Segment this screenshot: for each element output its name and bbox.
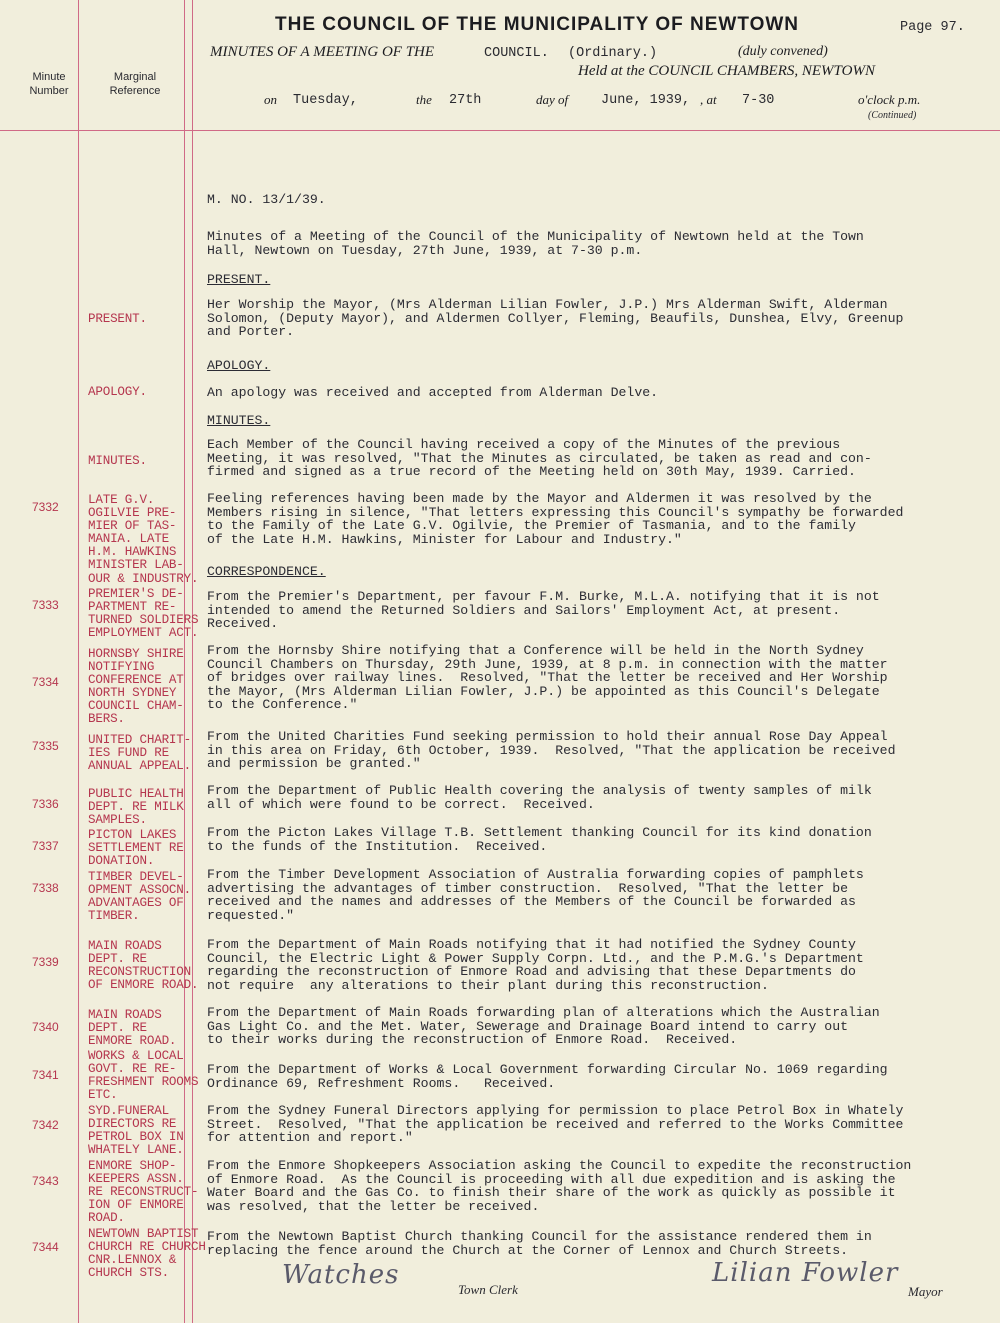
margin-7338: TIMBER DEVEL- OPMENT ASSOCN. ADVANTAGES OF TIMBER.: [88, 870, 192, 924]
mayor-signature: Lilian Fowler: [712, 1258, 899, 1288]
margin-minutes: MINUTES.: [88, 454, 147, 468]
margin-7341: WORKS & LOCAL GOVT. RE RE- FRESHMENT ROOMS ETC.: [88, 1049, 199, 1103]
minute-number-7340: 7340: [32, 1020, 59, 1034]
minute-number-header: Minute Number: [29, 71, 69, 97]
minute-7340-paragraph: From the Department of Main Roads forwarding plan of alterations which the Australian Gas Light Co. and the Met. Water, Sewerage and Drainage Board intend to carry out to their works during the reconstruction of Enmore Road. Received.: [207, 1005, 880, 1048]
minute-number-7338: 7338: [32, 881, 59, 895]
margin-7342: SYD.FUNERAL DIRECTORS RE PETROL BOX IN WHATELY LANE.: [88, 1104, 184, 1158]
minute-number-7332: 7332: [32, 500, 59, 514]
minute-7344-paragraph: From the Newtown Baptist Church thanking Council for the assistance rendered them in replacing the fence around the Church at the Corner of Lennox and Church Streets.: [207, 1229, 872, 1258]
marginal-reference-column-rule-inner: [192, 0, 193, 1323]
continued-label: (Continued): [868, 110, 917, 121]
minute-7342-paragraph: From the Sydney Funeral Directors applying for permission to place Petrol Box in Whately Street. Resolved, "That the application be received and referred to the Works Committee for attention and report.": [207, 1103, 904, 1146]
margin-7339: MAIN ROADS DEPT. RE RECONSTRUCTION OF ENMORE ROAD.: [88, 939, 199, 993]
minute-7343-paragraph: From the Enmore Shopkeepers Association asking the Council to expedite the reconstruction of Enmore Road. As the Council is proceeding with all due expedition and is asking the Water Board and the Gas Co. to finish their share of the work as quickly as possible it was resolved, that the letter be received.: [207, 1158, 912, 1214]
minute-number-column-rule: [78, 0, 79, 1323]
header-rule: [0, 130, 1000, 131]
town-clerk-label: Town Clerk: [458, 1282, 518, 1297]
apology-paragraph: An apology was received and accepted from Alderman Delve.: [207, 385, 659, 400]
minutes-heading: MINUTES.: [207, 413, 271, 428]
meeting-reference-number: M. NO. 13/1/39.: [207, 192, 326, 207]
on-label: on: [264, 92, 277, 107]
present-paragraph: Her Worship the Mayor, (Mrs Alderman Lilian Fowler, J.P.) Mrs Alderman Swift, Alderman Solomon, (Deputy Mayor), and Aldermen Collyer, Fleming, Beaufils, Dunshea, Elvy, Greenup and Porter.: [207, 297, 904, 340]
intro-paragraph: Minutes of a Meeting of the Council of the Municipality of Newtown held at the Town Hall, Newtown on Tuesday, 27th June, 1939, at 7-30 p.m.: [207, 229, 864, 258]
marginal-reference-column-rule-outer: [184, 0, 185, 1323]
held-at-label: Held at the COUNCIL CHAMBERS, NEWTOWN: [578, 63, 875, 79]
apology-heading: APOLOGY.: [207, 358, 271, 373]
meeting-type: (Ordinary.): [568, 46, 658, 61]
minute-7334-paragraph: From the Hornsby Shire notifying that a Conference will be held in the North Sydney Council Chambers on Thursday, 29th June, 1939, at 8 p.m. in connection with the matter of bridges over railway lines. Resolved, "That the letter be received and Her Worship the Mayor, (Mrs Alderman Lilian Fowler, J.P.) be appointed as this Council's Delegate to the Conference.": [207, 643, 888, 713]
oclock-label: o'clock p.m.: [858, 92, 921, 107]
meeting-day: 27th: [449, 93, 482, 108]
minute-number-7335: 7335: [32, 739, 59, 753]
minute-7336-paragraph: From the Department of Public Health covering the analysis of twenty samples of milk all of which were found to be correct. Received.: [207, 783, 872, 812]
council-title: THE COUNCIL OF THE MUNICIPALITY OF NEWTOWN: [275, 14, 800, 35]
minutes-of-meeting-label: MINUTES OF A MEETING OF THE: [210, 44, 435, 60]
minute-number-7337: 7337: [32, 839, 59, 853]
margin-7344: NEWTOWN BAPTIST CHURCH RE CHURCH CNR.LENNOX & CHURCH STS.: [88, 1227, 206, 1281]
minute-number-7344: 7344: [32, 1240, 59, 1254]
minute-7333-paragraph: From the Premier's Department, per favour F.M. Burke, M.L.A. notifying that it is not intended to amend the Returned Soldiers and Sailors' Employment Act, at present. Received.: [207, 589, 880, 632]
minute-number-7342: 7342: [32, 1118, 59, 1132]
minute-7337-paragraph: From the Picton Lakes Village T.B. Settlement thanking Council for its kind donation to the funds of the Institution. Received.: [207, 825, 872, 854]
meeting-body: COUNCIL.: [484, 46, 549, 61]
margin-7343: ENMORE SHOP- KEEPERS ASSN. RE RECONSTRUCT- ION OF ENMORE ROAD.: [88, 1159, 199, 1226]
marginal-reference-header: Marginal Reference: [109, 71, 161, 97]
minute-number-7334: 7334: [32, 675, 59, 689]
margin-7336: PUBLIC HEALTH DEPT. RE MILK SAMPLES.: [88, 787, 184, 828]
minute-7341-paragraph: From the Department of Works & Local Government forwarding Circular No. 1069 regarding Ordinance 69, Refreshment Rooms. Received.: [207, 1062, 888, 1091]
minute-7338-paragraph: From the Timber Development Association of Australia forwarding copies of pamphlets advertising the advantages of timber construction. Resolved, "That the letter be received and the names and addresses of the Members of the Council be forwarded as requested.": [207, 867, 864, 923]
margin-apology: APOLOGY.: [88, 385, 147, 399]
margin-7335: UNITED CHARIT- IES FUND RE ANNUAL APPEAL.: [88, 733, 192, 774]
meeting-month-year: June, 1939,: [601, 93, 691, 108]
margin-7333: PREMIER'S DE- PARTMENT RE- TURNED SOLDIERS EMPLOYMENT ACT.: [88, 587, 199, 641]
minute-number-7339: 7339: [32, 955, 59, 969]
present-heading: PRESENT.: [207, 272, 271, 287]
minute-7332-paragraph: Feeling references having been made by the Mayor and Aldermen it was resolved by the Members rising in silence, "That letters expressing this Council's sympathy be forwarded to the Family of the Late G.V. Ogilvie, the Premier of Tasmania, and to the family of the Late H.M. Hawkins, Minister for Labour and Industry.": [207, 491, 904, 547]
margin-7332: LATE G.V. OGILVIE PRE- MIER OF TAS- MANIA. LATE H.M. HAWKINS MINISTER LAB- OUR & INDUSTRY.: [88, 493, 199, 586]
minute-number-7343: 7343: [32, 1174, 59, 1188]
page-number: Page 97.: [900, 20, 965, 35]
margin-7340: MAIN ROADS DEPT. RE ENMORE ROAD.: [88, 1008, 177, 1049]
the-label: the: [416, 92, 432, 107]
meeting-time: 7-30: [742, 93, 775, 108]
minutes-paragraph: Each Member of the Council having received a copy of the Minutes of the previous Meeting, it was resolved, "That the Minutes as circulated, be taken as read and con- firmed and signed as a true record of the Meeting held on 30th May, 1939. Carried.: [207, 437, 872, 480]
duly-convened-label: (duly convened): [738, 44, 828, 59]
at-label: , at: [700, 92, 717, 107]
margin-7334: HORNSBY SHIRE NOTIFYING CONFERENCE AT NORTH SYDNEY COUNCIL CHAM- BERS.: [88, 647, 184, 727]
day-of-label: day of: [536, 92, 569, 107]
minute-7339-paragraph: From the Department of Main Roads notifying that it had notified the Sydney County Council, the Electric Light & Power Supply Corpn. Ltd., and the P.M.G.'s Department regarding the reconstruction of Enmore Road and advising that these Departments do not require any alterations to their plant during this reconstruction.: [207, 937, 864, 993]
meeting-weekday: Tuesday,: [293, 93, 358, 108]
minute-number-7341: 7341: [32, 1068, 59, 1082]
correspondence-heading: CORRESPONDENCE.: [207, 564, 326, 579]
margin-7337: PICTON LAKES SETTLEMENT RE DONATION.: [88, 828, 184, 869]
mayor-label: Mayor: [908, 1284, 943, 1299]
margin-present: PRESENT.: [88, 312, 147, 326]
minute-number-7333: 7333: [32, 598, 59, 612]
minute-number-7336: 7336: [32, 797, 59, 811]
minute-7335-paragraph: From the United Charities Fund seeking permission to hold their annual Rose Day Appeal in this area on Friday, 6th October, 1939. Resolved, "That the application be received and permission be granted.": [207, 729, 896, 772]
town-clerk-signature: Watches: [282, 1260, 400, 1290]
